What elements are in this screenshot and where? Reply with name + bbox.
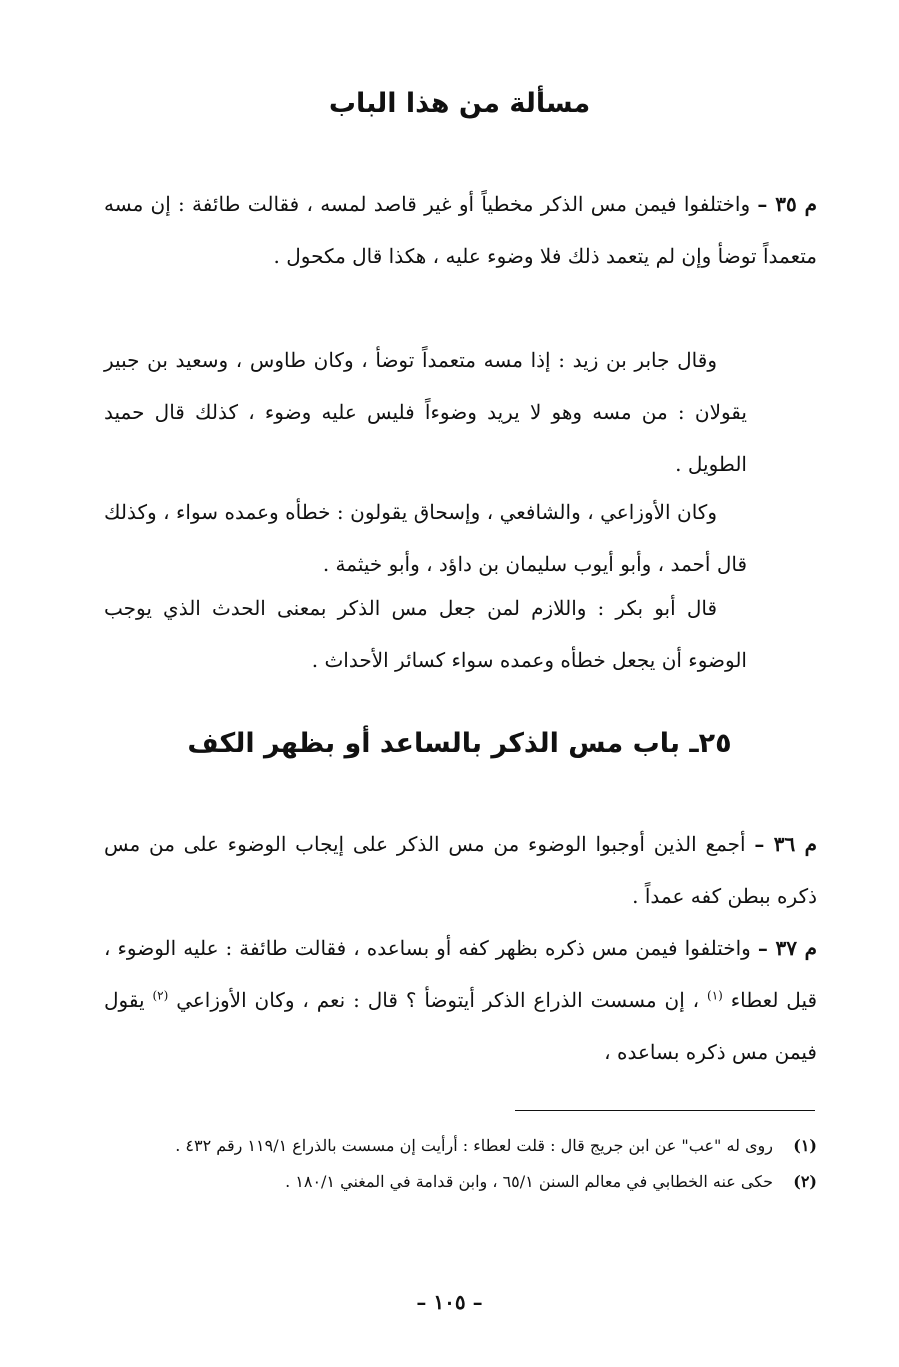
paragraph: قال أبو بكر : واللازم لمن جعل مس الذكر بمعنى الحدث الذي يوجب الوضوء أن يجعل خطأه وعمده سواء كسائر الأحداث . xyxy=(104,596,747,672)
issue-number-m35: م ٣٥ – xyxy=(757,192,818,216)
footnote-number: (٢) xyxy=(793,1172,817,1191)
text-block-1 xyxy=(104,178,817,282)
paragraph-m35 xyxy=(104,178,817,282)
paragraph-text: أجمع الذين أوجبوا الوضوء من مس الذكر على إيجاب الوضوء على من مس ذكره ببطن كفه عمداً . xyxy=(104,832,817,908)
issue-number-m37: م ٣٧ – xyxy=(757,936,817,960)
footnote-1 xyxy=(104,1128,817,1164)
text-block-6 xyxy=(104,922,817,1078)
paragraph-text: واختلفوا فيمن مس ذكره بظهر كفه أو بساعده ، فقالت طائفة : عليه الوضوء ، قيل لعطاء xyxy=(104,936,818,1012)
paragraph-text: واختلفوا فيمن مس الذكر مخطياً أو غير قاصد لمسه ، فقالت طائفة : إن مسه متعمداً توضأ وإن لم يتعمد ذلك فلا وضوء عليه ، هكذا قال مكحول . xyxy=(104,192,817,268)
footnotes xyxy=(104,1128,817,1200)
text-block-4 xyxy=(104,582,817,686)
chapter-heading: ٢٥ـ باب مس الذكر بالساعد أو بظهر الكف xyxy=(187,728,732,759)
issue-number-m36: م ٣٦ – xyxy=(754,832,817,856)
text-block-3 xyxy=(104,486,817,590)
footnote-text: روى له "عب" عن ابن جريج قال : قلت لعطاء : أرأيت إن مسست بالذراع ١١٩/١ رقم ٤٣٢ . xyxy=(175,1136,773,1155)
footnote-2 xyxy=(104,1164,817,1200)
footnote-number: (١) xyxy=(793,1136,817,1155)
paragraph: وكان الأوزاعي ، والشافعي ، وإسحاق يقولون : خطأه وعمده سواء ، وكذلك قال أحمد ، وأبو أيوب سليمان بن داؤد ، وأبو خيثمة . xyxy=(104,500,747,576)
paragraph-m36 xyxy=(104,818,817,922)
paragraph-text: يقول فيمن مس ذكره بساعده ، xyxy=(104,988,817,1064)
footnote-divider xyxy=(515,1110,815,1111)
page-number: – ١٠٥ – xyxy=(416,1290,483,1314)
paragraph: وقال جابر بن زيد : إذا مسه متعمداً توضأ ، وكان طاوس ، وسعيد بن جبير يقولان : من مسه وهو لا يريد وضوءاً فليس عليه وضوء ، كذلك قال حميد الطويل . xyxy=(104,348,747,476)
footnote-ref-1[interactable]: (١) xyxy=(707,988,723,1003)
paragraph-m37 xyxy=(104,922,817,1078)
paragraph-text: ، إن مسست الذراع الذكر أيتوضأ ؟ قال : نعم ، وكان الأوزاعي xyxy=(176,988,700,1012)
footnote-text: حكى عنه الخطابي في معالم السنن ٦٥/١ ، وابن قدامة في المغني ١٨٠/١ . xyxy=(285,1172,773,1191)
text-block-2 xyxy=(104,334,817,490)
footnote-ref-2[interactable]: (٢) xyxy=(152,988,169,1003)
text-block-5 xyxy=(104,818,817,922)
section-heading: مسألة من هذا الباب xyxy=(328,88,591,119)
